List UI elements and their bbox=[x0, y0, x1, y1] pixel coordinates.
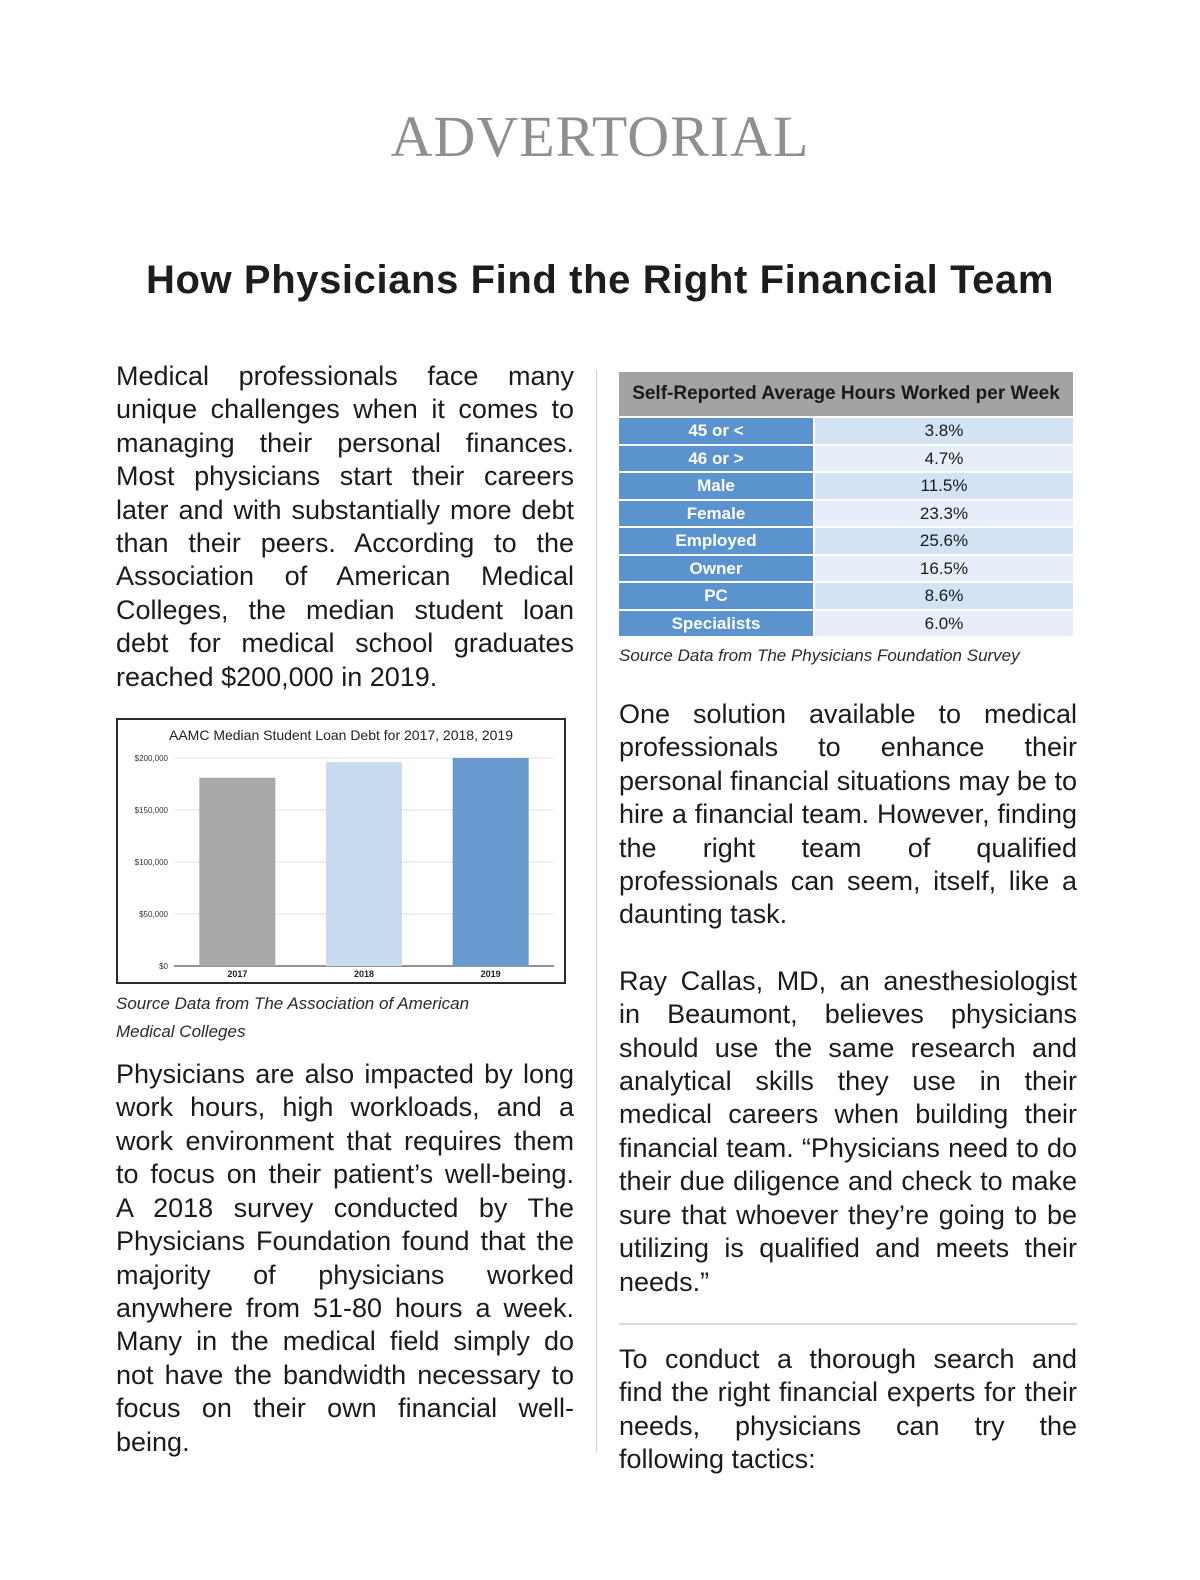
table-row bbox=[619, 445, 1073, 473]
table-row bbox=[619, 527, 1073, 555]
row-label: Specialists bbox=[619, 610, 814, 638]
x-tick-label: 2018 bbox=[353, 969, 375, 980]
row-label: Female bbox=[619, 500, 814, 528]
left-column bbox=[116, 360, 574, 1459]
row-value: 6.0% bbox=[814, 610, 1073, 638]
table-row bbox=[619, 500, 1073, 528]
row-label: PC bbox=[619, 582, 814, 610]
hours-worked-table bbox=[619, 372, 1073, 638]
row-value: 23.3% bbox=[814, 500, 1073, 528]
row-label: Owner bbox=[619, 555, 814, 583]
y-tick-label: $150,000 bbox=[134, 806, 168, 816]
intro-paragraph: Medical professionals face many unique challenges when it comes to managing their personal finances. Most physicians start their careers later and with substantially more debt than their peers. According to the Association of American Medical Colleges, the median student loan debt for medical school graduates reached $200,000 in 2019. bbox=[116, 361, 574, 692]
chart-title: AAMC Median Student Loan Debt for 2017, 2018, 2019 bbox=[168, 727, 514, 744]
row-value: 16.5% bbox=[814, 555, 1073, 583]
chart-caption-line-2: Medical Colleges bbox=[116, 1022, 246, 1042]
table-header-row bbox=[619, 372, 1073, 417]
chart-caption bbox=[116, 990, 574, 1046]
row-label: 46 or > bbox=[619, 445, 814, 473]
row-value: 8.6% bbox=[814, 582, 1073, 610]
x-tick-label: 2019 bbox=[480, 969, 501, 980]
quote-paragraph: Ray Callas, MD, an anesthesiologist in Beaumont, believes physicians should use the same research and analytical skills they use in their medical careers when building their financial team. “Physicians need to do their due diligence and check to make sure that whoever they’re going to be utilizing is qualified and meets their needs.” bbox=[619, 965, 1077, 1297]
loan-debt-chart bbox=[116, 718, 566, 984]
table-row bbox=[619, 555, 1073, 583]
y-tick-label: $100,000 bbox=[134, 858, 168, 868]
bar-2017 bbox=[199, 778, 275, 966]
bar-2019 bbox=[453, 758, 529, 966]
y-tick-label: $200,000 bbox=[134, 754, 168, 764]
table-row bbox=[619, 610, 1073, 638]
work-hours-paragraph: Physicians are also impacted by long work hours, high workloads, and a work environment that requires them to focus on their patient’s well-being. A 2018 survey conducted by The Physicians Foundation found that the majority of physicians worked anywhere from 51-80 hours a week. Many in the medical field simply do not have the bandwidth necessary to focus on their own financial well-being. bbox=[116, 1059, 574, 1457]
row-value: 11.5% bbox=[814, 472, 1073, 500]
table-row bbox=[619, 472, 1073, 500]
section-kicker: ADVERTORIAL bbox=[390, 104, 810, 169]
row-value: 25.6% bbox=[814, 527, 1073, 555]
row-value: 4.7% bbox=[814, 445, 1073, 473]
row-value: 3.8% bbox=[814, 417, 1073, 445]
y-tick-label: $0 bbox=[159, 962, 168, 972]
table-title: Self-Reported Average Hours Worked per Week bbox=[619, 372, 1073, 417]
section-rule bbox=[619, 1323, 1077, 1325]
chart-caption-line-1: Source Data from The Association of American bbox=[116, 994, 470, 1014]
table-row bbox=[619, 582, 1073, 610]
tactics-paragraph: To conduct a thorough search and find the right financial experts for their needs, physicians can try the following tactics: bbox=[619, 1343, 1077, 1475]
column-divider bbox=[596, 370, 597, 1452]
row-label: Male bbox=[619, 472, 814, 500]
article-title: How Physicians Find the Right Financial Team bbox=[145, 258, 1055, 302]
row-label: Employed bbox=[619, 527, 814, 555]
x-tick-label: 2017 bbox=[227, 969, 248, 980]
loan-debt-chart-svg bbox=[118, 720, 564, 982]
row-label: 45 or < bbox=[619, 417, 814, 445]
bar-2018 bbox=[326, 762, 402, 966]
y-tick-label: $50,000 bbox=[139, 910, 168, 920]
right-column bbox=[619, 372, 1077, 1477]
solution-paragraph: One solution available to medical professionals to enhance their personal financial situations may be to hire a financial team. However, finding the right team of qualified professionals can seem, itself, like a daunting task. bbox=[619, 699, 1077, 930]
table-row bbox=[619, 417, 1073, 445]
table-caption: Source Data from The Physicians Foundation Survey bbox=[619, 646, 1020, 665]
